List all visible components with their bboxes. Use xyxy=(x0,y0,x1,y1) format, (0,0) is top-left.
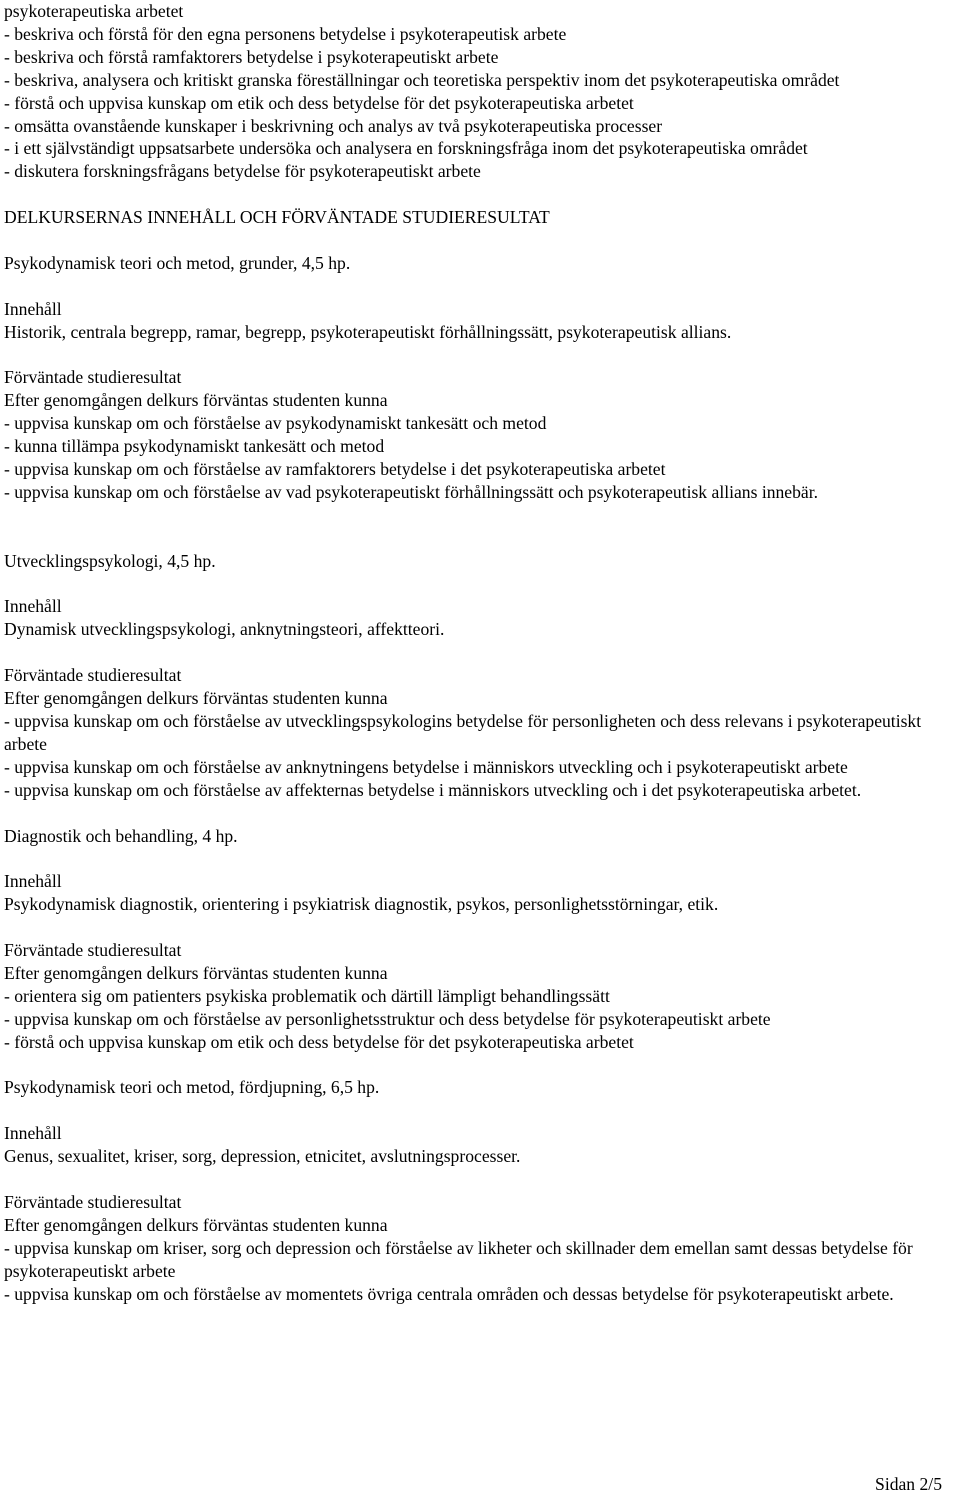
result-item: - uppvisa kunskap om och förståelse av utvecklingspsykologins betydelse för personligheten och dess relevans i psykoterapeutiskt arbete xyxy=(4,710,922,754)
result-item: - uppvisa kunskap om och förståelse av psykodynamiskt tankesätt och metod xyxy=(4,413,547,434)
course-block xyxy=(4,252,952,504)
results-label: Förväntade studieresultat xyxy=(4,367,182,388)
content-label: Innehåll xyxy=(4,596,62,617)
content-text: Historik, centrala begrepp, ramar, begrepp, psykoterapeutiskt förhållningssätt, psykoterapeutisk allians. xyxy=(4,321,732,342)
intro-line: - beskriva och förstå ramfaktorers betydelse i psykoterapeutiskt arbete xyxy=(4,46,499,67)
results-label: Förväntade studieresultat xyxy=(4,665,182,686)
course-block xyxy=(4,550,952,802)
results-intro: Efter genomgången delkurs förväntas studenten kunna xyxy=(4,390,388,411)
content-text: Dynamisk utvecklingspsykologi, anknytningsteori, affektteori. xyxy=(4,619,445,640)
results-label: Förväntade studieresultat xyxy=(4,940,182,960)
intro-line: - omsätta ovanstående kunskaper i beskrivning och analys av två psykoterapeutiska processer xyxy=(4,115,663,136)
content-label: Innehåll xyxy=(4,1123,62,1144)
results-intro: Efter genomgången delkurs förväntas studenten kunna xyxy=(4,962,388,983)
results-intro: Efter genomgången delkurs förväntas studenten kunna xyxy=(4,688,388,709)
intro-line: - diskutera forskningsfrågans betydelse för psykoterapeutiskt arbete xyxy=(4,161,481,182)
result-item: - uppvisa kunskap om kriser, sorg och depression och förståelse av likheter och skillnader dem emellan samt dessas betydelse för psykoterapeutiskt arbete xyxy=(4,1237,913,1281)
result-item: - uppvisa kunskap om och förståelse av personlighetsstruktur och dess betydelse för psykoterapeutiskt arbete xyxy=(4,1008,771,1029)
intro-line: - beskriva och förstå för den egna personens betydelse i psykoterapeutisk arbete xyxy=(4,23,567,44)
course-title: Psykodynamisk teori och metod, fördjupning, 6,5 hp. xyxy=(4,1077,380,1098)
course-block xyxy=(4,1076,952,1305)
intro-line: - förstå och uppvisa kunskap om etik och dess betydelse för det psykoterapeutiska arbetet xyxy=(4,92,634,113)
result-item: - orientera sig om patienters psykiska problematik och därtill lämpligt behandlingssätt xyxy=(4,985,610,1006)
content-text: Genus, sexualitet, kriser, sorg, depression, etnicitet, avslutningsprocesser. xyxy=(4,1146,521,1167)
section-heading: DELKURSERNAS INNEHÅLL OCH FÖRVÄNTADE STUDIERESULTAT xyxy=(4,207,550,228)
result-item: - förstå och uppvisa kunskap om etik och dess betydelse för det psykoterapeutiska arbetet xyxy=(4,1031,634,1052)
result-item: - kunna tillämpa psykodynamiskt tankesätt och metod xyxy=(4,436,385,457)
intro-line: - i ett självständigt uppsatsarbete undersöka och analysera en forskningsfråga inom det psykoterapeutiska området xyxy=(4,138,808,159)
results-label: Förväntade studieresultat xyxy=(4,1191,182,1212)
document-page xyxy=(4,0,952,1305)
course-title: Utvecklingspsykologi, 4,5 hp. xyxy=(4,550,216,571)
course-title: Diagnostik och behandling, 4 hp. xyxy=(4,825,238,846)
results-intro: Efter genomgången delkurs förväntas studenten kunna xyxy=(4,1214,388,1235)
intro-line: - beskriva, analysera och kritiskt granska föreställningar och teoretiska perspektiv inom det psykoterapeutiska området xyxy=(4,69,840,90)
result-item: - uppvisa kunskap om och förståelse av anknytningens betydelse i människors utveckling och i psykoterapeutiskt arbete xyxy=(4,756,848,777)
course-title: Psykodynamisk teori och metod, grunder, 4,5 hp. xyxy=(4,252,351,273)
intro-line: psykoterapeutiska arbetet xyxy=(4,1,184,21)
content-label: Innehåll xyxy=(4,871,62,892)
intro-objectives xyxy=(4,0,952,183)
result-item: - uppvisa kunskap om och förståelse av vad psykoterapeutiskt förhållningssätt och psykoterapeutisk allians innebär. xyxy=(4,481,819,502)
result-item: - uppvisa kunskap om och förståelse av ramfaktorers betydelse i det psykoterapeutiska arbetet xyxy=(4,459,666,480)
course-block xyxy=(4,825,952,1054)
page-number: Sidan 2/5 xyxy=(875,1474,942,1494)
result-item: - uppvisa kunskap om och förståelse av affekternas betydelse i människors utveckling och i det psykoterapeutiska arbetet. xyxy=(4,779,862,800)
result-item: - uppvisa kunskap om och förståelse av momentets övriga centrala områden och dessas betydelse för psykoterapeutiskt arbete. xyxy=(4,1283,894,1304)
content-text: Psykodynamisk diagnostik, orientering i psykiatrisk diagnostik, psykos, personlighetsstörningar, etik. xyxy=(4,894,719,915)
content-label: Innehåll xyxy=(4,298,62,319)
